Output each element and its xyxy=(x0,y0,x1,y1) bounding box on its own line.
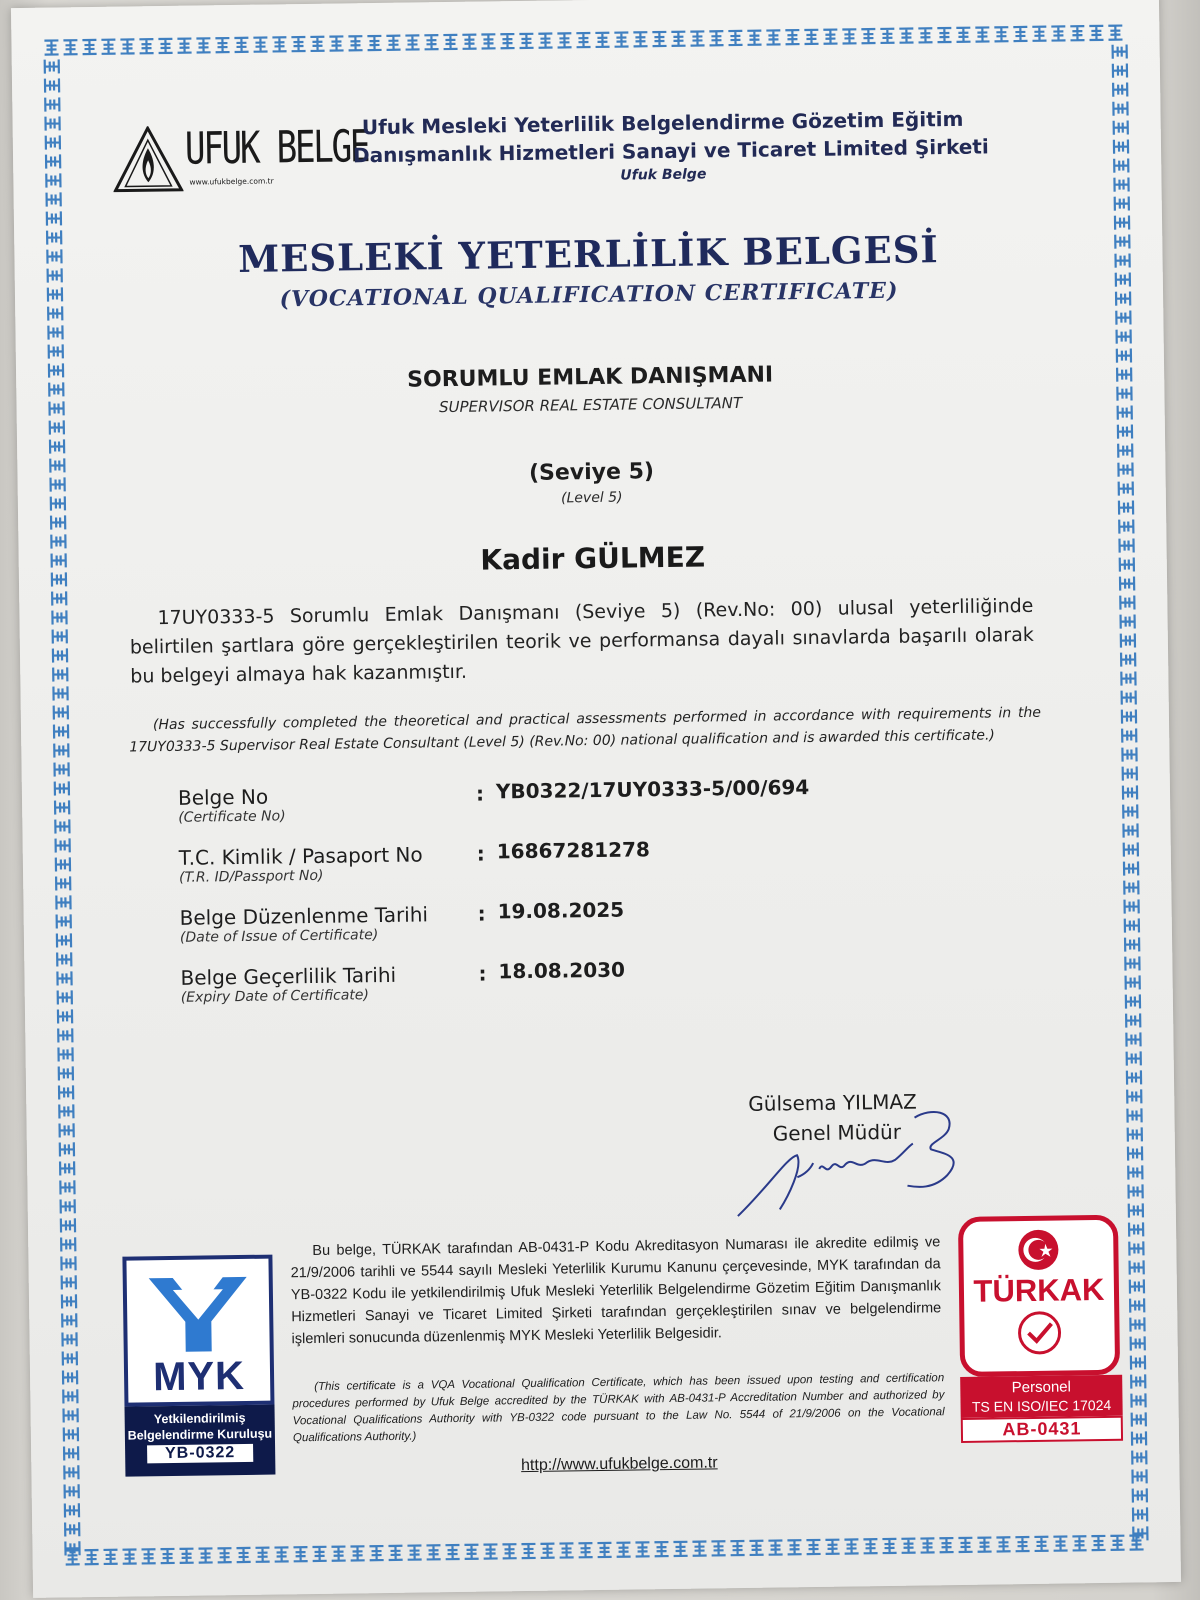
website-link[interactable]: http://www.ufukbelge.com.tr xyxy=(520,1454,718,1475)
holder-name: Kadir GÜLMEZ xyxy=(480,540,706,577)
field-label: Belge No xyxy=(177,784,269,810)
field-colon: : xyxy=(475,781,485,806)
logo-website: www.ufukbelge.com.tr xyxy=(189,176,274,187)
id-no-value: 16867281278 xyxy=(496,837,651,864)
signatory-name: Gülsema YILMAZ xyxy=(748,1089,917,1116)
signatory-title: Genel Müdür xyxy=(772,1119,902,1146)
turkak-logo xyxy=(958,1215,1123,1443)
myk-y-symbol-icon xyxy=(126,1259,269,1361)
certificate-fields xyxy=(178,773,1081,1026)
checkmark-circle-icon xyxy=(964,1308,1115,1358)
turkak-code: AB-0431 xyxy=(961,1416,1123,1443)
statement-en: (Has successfully completed the theoretical and practical assessments performed in accordance with requirements in the 17UY0333-5 Supervisor Real Estate Consultant (Level 5) (Rev.No: 00) national qualification and is awarded this certificate.) xyxy=(129,704,1042,756)
certificate-paper xyxy=(11,0,1181,1598)
certificate-subtitle: (VOCATIONAL QUALIFICATION CERTIFICATE) xyxy=(279,277,899,313)
field-label: Belge Düzenlenme Tarihi xyxy=(179,902,429,930)
logo-brand-text: UFUK BELGE xyxy=(184,121,369,175)
certificate-no-value: YB0322/17UY0333-5/00/694 xyxy=(495,775,810,804)
myk-code: YB-0322 xyxy=(147,1444,253,1463)
field-id-no xyxy=(179,842,423,885)
statement-tr: 17UY0333-5 Sorumlu Emlak Danışmanı (Seviye 5) (Rev.No: 00) ulusal yeterliliğinde belirtilen şartlara göre gerçekleştirilen teorik ve performansa dayalı sınavlarda başarılı olarak bu belgeyi almaya hak kazanmıştır. xyxy=(129,594,1034,688)
expiry-date-value: 18.08.2030 xyxy=(498,957,626,984)
triangle-flame-icon xyxy=(113,126,184,193)
myk-band-line2: Belgelendirme Kuruluşu xyxy=(127,1426,273,1443)
turkak-band xyxy=(960,1375,1123,1418)
myk-band xyxy=(124,1405,275,1477)
field-colon: : xyxy=(477,901,486,926)
turkak-word: TÜRKAK xyxy=(973,1271,1105,1309)
turkak-band-line2: TS EN ISO/IEC 17024 xyxy=(971,1396,1112,1415)
field-sublabel: (T.R. ID/Passport No) xyxy=(179,867,324,886)
ufuk-belge-logo xyxy=(113,121,369,195)
level-label: (Seviye 5) xyxy=(528,459,655,486)
certificate-title: MESLEKİ YETERLİLİK BELGESİ xyxy=(237,227,939,281)
myk-band-line1: Yetkilendirilmiş xyxy=(153,1410,246,1427)
turkak-band-line1: Personel xyxy=(1011,1378,1072,1397)
field-sublabel: (Certificate No) xyxy=(178,808,286,826)
field-label: Belge Geçerlilik Tarihi xyxy=(180,962,397,990)
field-label: T.C. Kimlik / Pasaport No xyxy=(178,842,423,870)
qualification-title: SORUMLU EMLAK DANIŞMANI xyxy=(407,362,774,393)
field-expiry-date xyxy=(180,963,396,1006)
field-certificate-no xyxy=(178,784,286,825)
field-sublabel: (Expiry Date of Certificate) xyxy=(180,987,370,1006)
field-colon: : xyxy=(478,961,487,986)
company-name-line1: Ufuk Mesleki Yeterlilik Belgelendirme Gözetim Eğitim xyxy=(361,106,964,140)
myk-word: MYK xyxy=(152,1353,246,1400)
field-colon: : xyxy=(476,841,485,866)
footer-statement-tr: Bu belge, TÜRKAK tarafından AB-0431-P Kodu Akreditasyon Numarası ile akredite edilmiş ve 21/9/2006 tarihli ve 5544 sayılı Mesleki Yeterlilik Kurumu Kanunu çerçevesinde, MYK tarafından da YB-0322 Kodu ile yetkilendirilmiş Ufuk Mesleki Yeterlilik Belgelendirme Gözetim Eğitim Danışmanlık Hizmetleri Sanayi ve Ticaret Limited Şirketi tarafından gerçekleştirilen sınav ve belgelendirme işlemleri sonucunda düzenlenmiş MYK Mesleki Yeterlilik Belgesidir. xyxy=(290,1234,942,1348)
field-sublabel: (Date of Issue of Certificate) xyxy=(179,927,379,946)
company-short-name: Ufuk Belge xyxy=(620,166,707,184)
qualification-title-en: SUPERVISOR REAL ESTATE CONSULTANT xyxy=(438,393,743,417)
company-name-line2: Danışmanlık Hizmetleri Sanayi ve Ticaret Limited Şirketi xyxy=(352,134,989,168)
certificate-content xyxy=(11,0,1181,1598)
myk-logo xyxy=(122,1255,275,1477)
field-issue-date xyxy=(180,902,429,945)
crescent-star-icon xyxy=(963,1226,1114,1274)
handwritten-signature xyxy=(726,1095,988,1239)
issue-date-value: 19.08.2025 xyxy=(497,897,625,924)
footer-statement-en: (This certificate is a VQA Vocational Qualification Certificate, which has been issued upon testing and certification procedures performed by Ufuk Belge accredited by the TÜRKAK with AB-0431-P Accreditation Number and authorized by Vocational Qualifications Authority with YB-0322 code pursuant to the Law No. 5544 of 21/9/2006 on the Vocational Qualifications Authority.) xyxy=(292,1372,945,1445)
turkak-mark xyxy=(958,1215,1120,1377)
level-label-en: (Level 5) xyxy=(560,489,623,507)
myk-mark xyxy=(122,1255,274,1407)
